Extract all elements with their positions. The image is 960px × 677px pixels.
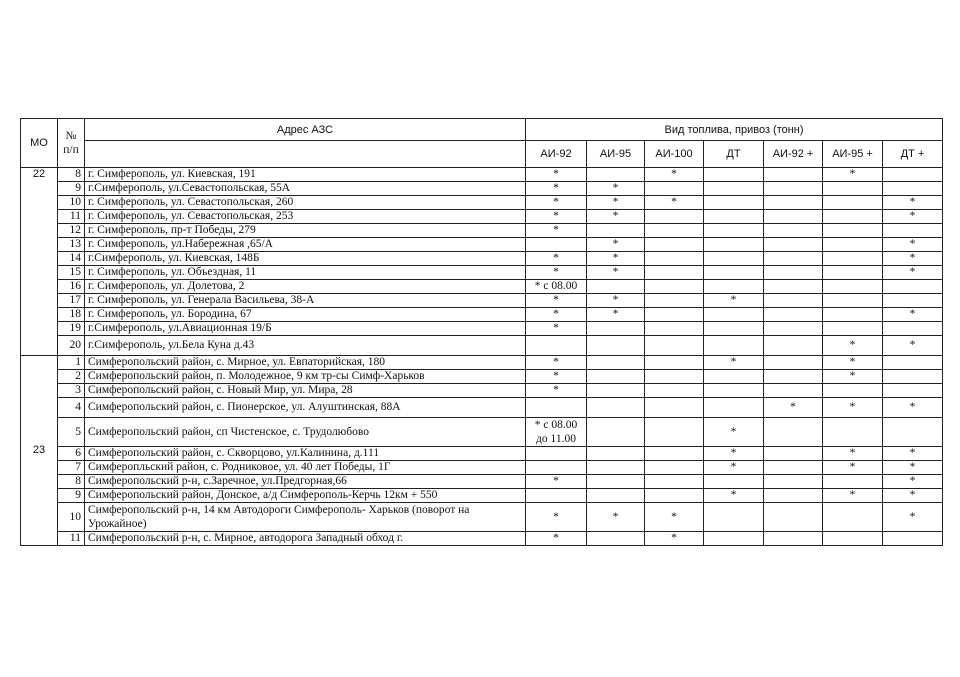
fuel-mark (587, 280, 645, 294)
station-address: г. Симферополь, ул. Долетова, 2 (85, 280, 526, 294)
fuel-mark (704, 475, 764, 489)
fuel-mark-line: до 11.00 (536, 433, 576, 445)
fuel-mark (526, 336, 587, 356)
fuel-mark (526, 238, 587, 252)
fuel-mark (764, 489, 823, 503)
fuel-mark: * (883, 336, 943, 356)
fuel-mark (764, 356, 823, 370)
table-row (21, 196, 943, 210)
table-row (21, 168, 943, 182)
fuel-mark: * (823, 168, 883, 182)
row-number: 2 (58, 370, 85, 384)
fuel-mark (764, 280, 823, 294)
fuel-mark: * (645, 168, 704, 182)
fuel-mark (823, 503, 883, 532)
fuel-mark: * (526, 182, 587, 196)
row-number: 14 (58, 252, 85, 266)
row-number: 10 (58, 503, 85, 532)
station-address: г. Симферополь, ул. Генерала Васильева, 38-А (85, 294, 526, 308)
fuel-mark (764, 384, 823, 398)
fuel-mark (823, 532, 883, 546)
fuel-mark: * (883, 266, 943, 280)
fuel-mark (645, 252, 704, 266)
fuel-mark: * (587, 238, 645, 252)
fuel-mark: * (823, 398, 883, 418)
fuel-mark (764, 224, 823, 238)
mo-cell: 22 (21, 168, 58, 356)
row-number: 8 (58, 168, 85, 182)
fuel-mark (587, 532, 645, 546)
fuel-mark (764, 168, 823, 182)
fuel-mark: * (823, 356, 883, 370)
fuel-mark: * (883, 196, 943, 210)
fuel-mark: * (587, 182, 645, 196)
fuel-mark (704, 210, 764, 224)
fuel-mark (823, 294, 883, 308)
fuel-mark (645, 182, 704, 196)
table-row (21, 252, 943, 266)
fuel-mark (587, 418, 645, 447)
fuel-mark: * (645, 532, 704, 546)
fuel-mark (587, 475, 645, 489)
fuel-mark: * (526, 196, 587, 210)
table-row (21, 503, 943, 532)
row-number: 5 (58, 418, 85, 447)
station-address: г. Симферополь, ул. Объездная, 11 (85, 266, 526, 280)
fuel-mark (587, 356, 645, 370)
fuel-mark (764, 294, 823, 308)
fuel-mark (823, 210, 883, 224)
row-number: 13 (58, 238, 85, 252)
fuel-mark (645, 210, 704, 224)
header-number (58, 119, 85, 168)
fuel-mark (883, 418, 943, 447)
table-row (21, 266, 943, 280)
table-row (21, 418, 943, 447)
station-address: Симферопольский район, Донское, а/д Симферополь-Керчь 12км + 550 (85, 489, 526, 503)
fuel-mark (526, 418, 587, 447)
fuel-mark: * (645, 196, 704, 210)
fuel-mark: * (587, 294, 645, 308)
station-address: г. Симферополь, ул.Набережная ,65/А (85, 238, 526, 252)
fuel-mark: * (587, 308, 645, 322)
fuel-mark (704, 336, 764, 356)
station-address: г. Симферополь, ул. Севастопольская, 260 (85, 196, 526, 210)
fuel-mark (823, 418, 883, 447)
fuel-mark (704, 532, 764, 546)
fuel-mark: * (587, 266, 645, 280)
station-address: Симферопольский район, с. Мирное, ул. Евпаторийская, 180 (85, 356, 526, 370)
table-row (21, 238, 943, 252)
fuel-mark (704, 308, 764, 322)
fuel-mark (704, 238, 764, 252)
fuel-mark (764, 532, 823, 546)
fuel-mark (704, 224, 764, 238)
fuel-mark: * (587, 503, 645, 532)
station-address: г. Симферополь, пр-т Победы, 279 (85, 224, 526, 238)
table-row (21, 532, 943, 546)
fuel-mark (764, 322, 823, 336)
station-address: Симферопольский р-н, с.Заречное, ул.Предгорная,66 (85, 475, 526, 489)
fuel-mark (764, 252, 823, 266)
fuel-mark (764, 308, 823, 322)
fuel-mark (883, 294, 943, 308)
header-fuel-2: АИ-100 (645, 141, 704, 168)
row-number: 7 (58, 461, 85, 475)
row-number: 16 (58, 280, 85, 294)
header-number-pp: п/п (63, 144, 79, 156)
row-number: 12 (58, 224, 85, 238)
table-row (21, 224, 943, 238)
fuel-mark: * (704, 461, 764, 475)
row-number: 6 (58, 447, 85, 461)
fuel-mark (645, 447, 704, 461)
fuel-mark (883, 280, 943, 294)
fuel-mark (587, 447, 645, 461)
table-row (21, 356, 943, 370)
fuel-mark: * (823, 489, 883, 503)
row-number: 20 (58, 336, 85, 356)
station-address: Симферопольский район, п. Молодежное, 9 км тр-сы Симф-Харьков (85, 370, 526, 384)
table-row (21, 475, 943, 489)
fuel-mark: * (823, 336, 883, 356)
row-number: 9 (58, 489, 85, 503)
table-row (21, 322, 943, 336)
fuel-mark: * (883, 475, 943, 489)
fuel-mark: * (883, 503, 943, 532)
station-address: Симферопольский район, с. Пионерское, ул. Алуштинская, 88А (85, 398, 526, 418)
fuel-mark (645, 294, 704, 308)
fuel-mark: * (883, 238, 943, 252)
fuel-mark: * (526, 294, 587, 308)
station-address: г. Симферополь, ул. Киевская, 191 (85, 168, 526, 182)
table-row (21, 182, 943, 196)
fuel-mark (883, 370, 943, 384)
table-row (21, 489, 943, 503)
fuel-mark: * (526, 308, 587, 322)
fuel-mark: * (526, 322, 587, 336)
fuel-mark (587, 370, 645, 384)
fuel-mark: * (883, 398, 943, 418)
fuel-mark (645, 475, 704, 489)
header-fuel-group: Вид топлива, привоз (тонн) (526, 119, 943, 141)
fuel-mark (764, 196, 823, 210)
fuel-mark: * (526, 370, 587, 384)
fuel-mark: * (704, 294, 764, 308)
fuel-mark-line: * с 08.00 (534, 419, 578, 431)
fuel-mark: * (704, 489, 764, 503)
fuel-mark (823, 280, 883, 294)
fuel-mark: * (526, 210, 587, 224)
fuel-mark (645, 384, 704, 398)
fuel-mark (704, 252, 764, 266)
fuel-mark: * (526, 168, 587, 182)
fuel-mark (764, 418, 823, 447)
fuel-mark (883, 182, 943, 196)
fuel-mark (883, 322, 943, 336)
fuel-mark: * (883, 308, 943, 322)
fuel-mark (883, 356, 943, 370)
station-address: г.Симферополь, ул. Киевская, 148Б (85, 252, 526, 266)
fuel-mark (587, 336, 645, 356)
station-address: Симферопольский р-н, с. Мирное, автодорога Западный обход г. (85, 532, 526, 546)
fuel-mark (704, 322, 764, 336)
fuel-mark (645, 238, 704, 252)
fuel-mark (764, 182, 823, 196)
fuel-mark (823, 252, 883, 266)
fuel-mark (526, 461, 587, 475)
fuel-mark (883, 532, 943, 546)
fuel-mark (645, 398, 704, 418)
header-fuel-1: АИ-95 (587, 141, 645, 168)
fuel-mark (645, 280, 704, 294)
fuel-mark: * (587, 196, 645, 210)
fuel-mark (704, 384, 764, 398)
fuel-mark (764, 370, 823, 384)
fuel-mark (704, 398, 764, 418)
fuel-mark: * (526, 475, 587, 489)
fuel-mark: * (526, 252, 587, 266)
fuel-mark (704, 168, 764, 182)
fuel-mark (704, 182, 764, 196)
header-number-sign: № (65, 130, 77, 142)
mo-cell: 23 (21, 356, 58, 546)
fuel-mark: * (823, 447, 883, 461)
fuel-mark (823, 238, 883, 252)
station-address: Симферопльский район, с. Родниковое, ул. 40 лет Победы, 1Г (85, 461, 526, 475)
fuel-mark (645, 356, 704, 370)
fuel-mark (587, 398, 645, 418)
fuel-mark (526, 447, 587, 461)
fuel-mark: * (883, 210, 943, 224)
fuel-mark: * (883, 489, 943, 503)
fuel-mark (587, 168, 645, 182)
station-address: Симферопольский район, с. Новый Мир, ул. Мира, 28 (85, 384, 526, 398)
table-row (21, 308, 943, 322)
fuel-mark: * (587, 252, 645, 266)
fuel-mark (823, 196, 883, 210)
fuel-mark (823, 224, 883, 238)
fuel-mark (883, 224, 943, 238)
fuel-mark (645, 308, 704, 322)
fuel-mark: * (526, 532, 587, 546)
header-fuel-4: АИ-92 + (764, 141, 823, 168)
fuel-mark (704, 370, 764, 384)
fuel-mark (704, 266, 764, 280)
fuel-mark (823, 322, 883, 336)
row-number: 4 (58, 398, 85, 418)
header-fuel-3: ДТ (704, 141, 764, 168)
fuel-mark (645, 489, 704, 503)
fuel-mark (823, 475, 883, 489)
fuel-mark (587, 384, 645, 398)
fuel-mark (587, 224, 645, 238)
fuel-mark (704, 196, 764, 210)
fuel-mark (526, 398, 587, 418)
fuel-mark (764, 210, 823, 224)
table-row (21, 384, 943, 398)
fuel-mark: * (526, 503, 587, 532)
fuel-mark: * (704, 418, 764, 447)
fuel-mark (526, 489, 587, 503)
station-address: г.Симферополь, ул.Севастопольская, 55А (85, 182, 526, 196)
row-number: 10 (58, 196, 85, 210)
station-address: г.Симферополь, ул.Авиационная 19/Б (85, 322, 526, 336)
fuel-mark (823, 384, 883, 398)
fuel-mark: * (823, 461, 883, 475)
table-row (21, 336, 943, 356)
fuel-mark: * (883, 461, 943, 475)
table-row (21, 398, 943, 418)
fuel-mark (704, 503, 764, 532)
row-number: 11 (58, 532, 85, 546)
header-fuel-0: АИ-92 (526, 141, 587, 168)
fuel-mark (764, 503, 823, 532)
station-address: г.Симферополь, ул.Бела Куна д.43 (85, 336, 526, 356)
header-address-blank (85, 141, 526, 168)
fuel-mark: * (587, 210, 645, 224)
fuel-mark (587, 489, 645, 503)
row-number: 15 (58, 266, 85, 280)
fuel-mark (764, 238, 823, 252)
fuel-mark (764, 266, 823, 280)
fuel-mark (587, 461, 645, 475)
table-row (21, 447, 943, 461)
header-fuel-5: АИ-95 + (823, 141, 883, 168)
station-address: Симферопольский р-н, 14 км Автодороги Симферополь- Харьков (поворот на Урожайное) (85, 503, 526, 532)
fuel-mark (823, 182, 883, 196)
table-row (21, 280, 943, 294)
station-address: г. Симферополь, ул. Бородина, 67 (85, 308, 526, 322)
row-number: 17 (58, 294, 85, 308)
table-row (21, 210, 943, 224)
fuel-mark: * (526, 224, 587, 238)
fuel-mark (764, 461, 823, 475)
fuel-mark (823, 266, 883, 280)
table-row (21, 294, 943, 308)
fuel-mark (823, 308, 883, 322)
fuel-mark (645, 370, 704, 384)
row-number: 8 (58, 475, 85, 489)
fuel-mark (883, 168, 943, 182)
row-number: 9 (58, 182, 85, 196)
row-number: 11 (58, 210, 85, 224)
fuel-mark: * (526, 266, 587, 280)
fuel-mark (645, 224, 704, 238)
fuel-mark (645, 266, 704, 280)
fuel-mark: * (704, 356, 764, 370)
fuel-mark (587, 322, 645, 336)
row-number: 3 (58, 384, 85, 398)
station-address: г. Симферополь, ул. Севастопольская, 253 (85, 210, 526, 224)
fuel-mark (645, 418, 704, 447)
fuel-mark: * (883, 447, 943, 461)
fuel-mark (883, 384, 943, 398)
fuel-mark (764, 447, 823, 461)
header-address: Адрес АЗС (85, 119, 526, 141)
fuel-mark: * (823, 370, 883, 384)
fuel-mark: * (526, 384, 587, 398)
row-number: 19 (58, 322, 85, 336)
fuel-mark (704, 280, 764, 294)
table-row (21, 370, 943, 384)
row-number: 1 (58, 356, 85, 370)
fuel-mark: * с 08.00 (526, 280, 587, 294)
fuel-mark (764, 475, 823, 489)
header-mo: МО (21, 119, 58, 168)
fuel-mark: * (704, 447, 764, 461)
header-fuel-6: ДТ + (883, 141, 943, 168)
fuel-mark: * (764, 398, 823, 418)
fuel-mark: * (883, 252, 943, 266)
station-address: Симферопольский район, с. Скворцово, ул.Калинина, д.111 (85, 447, 526, 461)
fuel-mark (645, 461, 704, 475)
fuel-mark (645, 336, 704, 356)
station-address: Симферопольский район, сп Чистенское, с. Трудолюбово (85, 418, 526, 447)
fuel-mark: * (526, 356, 587, 370)
row-number: 18 (58, 308, 85, 322)
fuel-stations-table (20, 118, 943, 546)
fuel-mark: * (645, 503, 704, 532)
table-row (21, 461, 943, 475)
fuel-mark (764, 336, 823, 356)
fuel-mark (645, 322, 704, 336)
